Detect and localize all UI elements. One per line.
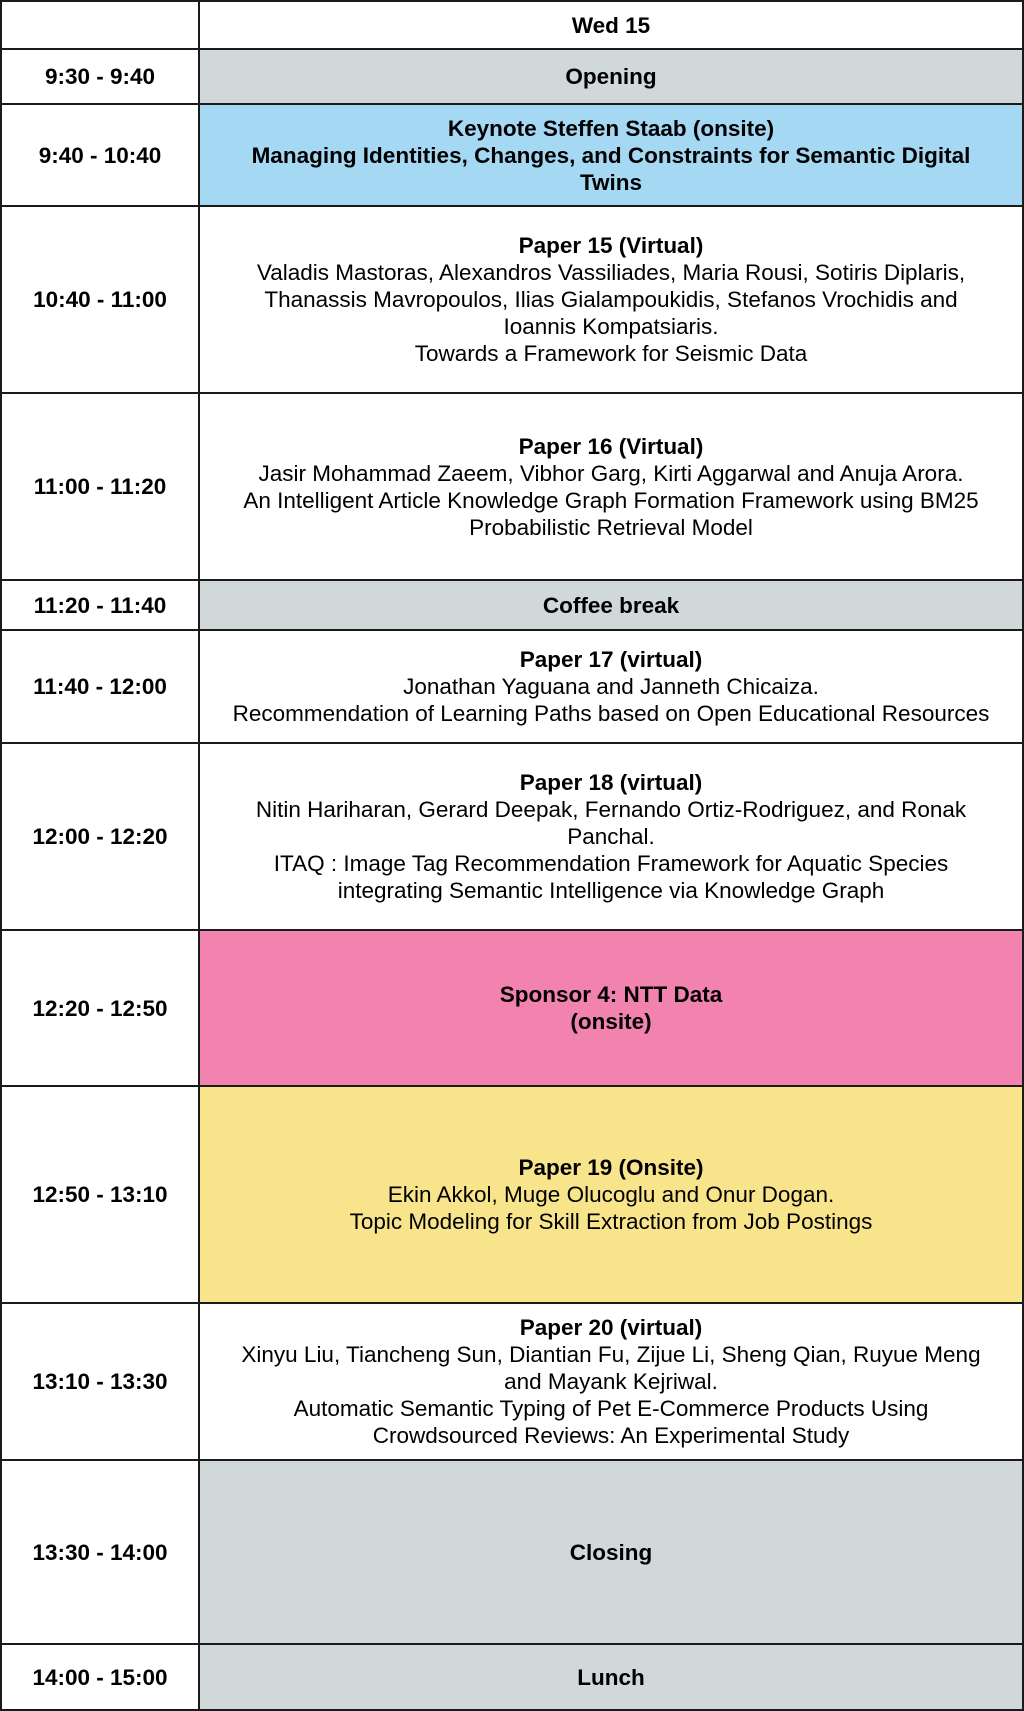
session-keynote [198, 105, 1024, 207]
time-slot: 11:00 - 11:20 [0, 394, 198, 581]
time-slot: 14:00 - 15:00 [0, 1645, 198, 1711]
paper-line: Topic Modeling for Skill Extraction from Job Postings [349, 1209, 873, 1234]
time-slot: 9:30 - 9:40 [0, 50, 198, 105]
time-slot: 13:10 - 13:30 [0, 1304, 198, 1461]
session-title: Closing [569, 1539, 653, 1565]
session-closing [198, 1461, 1024, 1645]
session-paper-15 [198, 207, 1024, 394]
session-mode: (onsite) [570, 1009, 652, 1034]
paper-line: Jasir Mohammad Zaeem, Vibhor Garg, Kirti Aggarwal and Anuja Arora. [258, 460, 964, 486]
paper-line: Xinyu Liu, Tiancheng Sun, Diantian Fu, Zijue Li, Sheng Qian, Ruyue Meng [241, 1342, 981, 1367]
paper-line: Towards a Framework for Seismic Data [414, 341, 808, 366]
table-row [0, 50, 1024, 105]
table-row [0, 1461, 1024, 1645]
session-title: Paper 17 (virtual) [519, 647, 703, 672]
session-paper-19 [198, 1087, 1024, 1304]
session-title: Paper 15 (Virtual) [518, 233, 704, 258]
header-time-cell [0, 0, 198, 50]
paper-line: Recommendation of Learning Paths based on Open Educational Resources [232, 701, 990, 726]
time-slot: 12:20 - 12:50 [0, 931, 198, 1087]
paper-line: integrating Semantic Intelligence via Knowledge Graph [337, 878, 885, 903]
table-row [0, 1087, 1024, 1304]
paper-line: ITAQ : Image Tag Recommendation Framework for Aquatic Species [273, 851, 949, 876]
table-row [0, 581, 1024, 631]
time-slot: 12:00 - 12:20 [0, 744, 198, 931]
paper-line: Nitin Hariharan, Gerard Deepak, Fernando Ortiz-Rodriguez, and Ronak [255, 797, 967, 822]
time-slot: 11:40 - 12:00 [0, 631, 198, 744]
session-title: Paper 19 (Onsite) [518, 1155, 704, 1180]
table-row [0, 1304, 1024, 1461]
paper-line: Ioannis Kompatsiaris. [503, 314, 719, 339]
paper-line: Valadis Mastoras, Alexandros Vassiliades, Maria Rousi, Sotiris Diplaris, [256, 260, 966, 285]
session-title: Coffee break [542, 592, 680, 618]
session-title: Paper 16 (Virtual) [518, 433, 704, 459]
keynote-talk-title: Managing Identities, Changes, and Constraints for Semantic Digital [251, 142, 971, 168]
session-paper-18 [198, 744, 1024, 931]
session-title: Paper 20 (virtual) [519, 1315, 703, 1340]
paper-line: Automatic Semantic Typing of Pet E-Commerce Products Using [293, 1396, 929, 1421]
session-title: Keynote Steffen Staab (onsite) [447, 115, 775, 141]
session-title: Lunch [577, 1664, 645, 1690]
time-slot: 12:50 - 13:10 [0, 1087, 198, 1304]
time-slot: 11:20 - 11:40 [0, 581, 198, 631]
table-row [0, 1645, 1024, 1711]
session-coffee-break [198, 581, 1024, 631]
session-lunch [198, 1645, 1024, 1711]
paper-line: Panchal. [567, 824, 655, 849]
session-paper-16 [198, 394, 1024, 581]
paper-line: An Intelligent Article Knowledge Graph Formation Framework using BM25 [243, 487, 979, 513]
session-sponsor [198, 931, 1024, 1087]
time-slot: 10:40 - 11:00 [0, 207, 198, 394]
paper-line: Jonathan Yaguana and Janneth Chicaiza. [403, 674, 819, 699]
table-row [0, 631, 1024, 744]
keynote-talk-title-cont: Twins [579, 169, 643, 195]
table-row [0, 931, 1024, 1087]
header-row [0, 0, 1024, 50]
day-header: Wed 15 [198, 0, 1024, 50]
session-title: Opening [565, 64, 657, 89]
paper-line: and Mayank Kejriwal. [504, 1369, 718, 1394]
table-row [0, 394, 1024, 581]
session-title: Sponsor 4: NTT Data [499, 982, 723, 1007]
table-row [0, 744, 1024, 931]
paper-line: Crowdsourced Reviews: An Experimental Study [372, 1423, 850, 1448]
session-opening [198, 50, 1024, 105]
table-row [0, 207, 1024, 394]
time-slot: 13:30 - 14:00 [0, 1461, 198, 1645]
paper-line: Probabilistic Retrieval Model [469, 514, 753, 540]
session-paper-17 [198, 631, 1024, 744]
session-paper-20 [198, 1304, 1024, 1461]
session-title: Paper 18 (virtual) [519, 770, 703, 795]
table-row [0, 105, 1024, 207]
paper-line: Ekin Akkol, Muge Olucoglu and Onur Dogan. [387, 1182, 835, 1207]
paper-line: Thanassis Mavropoulos, Ilias Gialampoukidis, Stefanos Vrochidis and [264, 287, 958, 312]
time-slot: 9:40 - 10:40 [0, 105, 198, 207]
